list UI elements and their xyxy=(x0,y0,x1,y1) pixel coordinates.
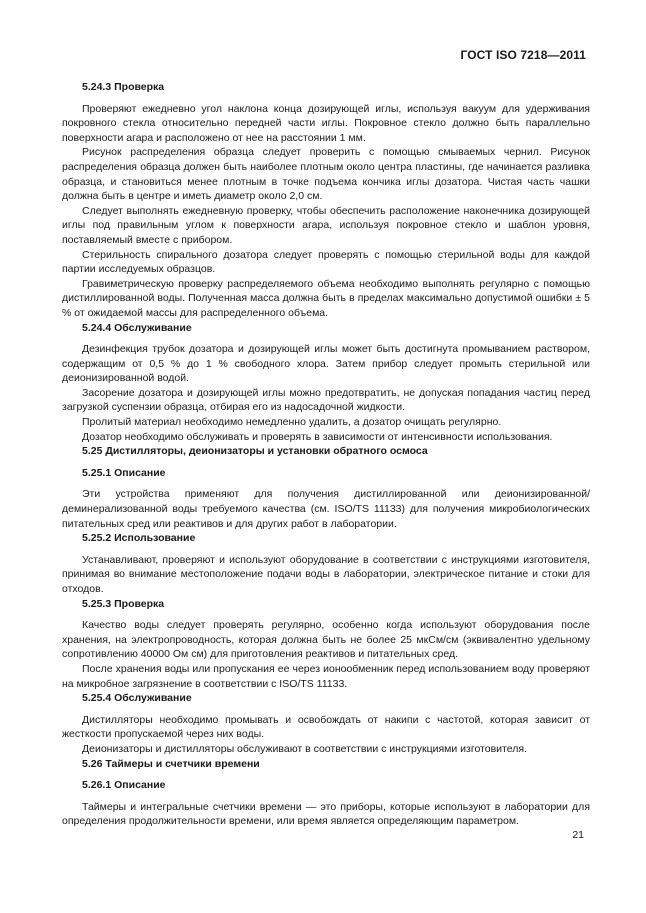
paragraph: После хранения воды или пропускания ее через ионообменник перед использованием воду проверяют на микробное загрязнение в соответствии с ISO/TS 11133. xyxy=(62,662,590,690)
paragraph: Дезинфекция трубок дозатора и дозирующей иглы может быть достигнута промыванием раствором, содержащим от 0,5 % до 1 % свободного хлора. Затем прибор следует промыть стерильной или деионизированной водой. xyxy=(62,343,590,385)
section xyxy=(62,778,590,829)
paragraph: Дистилляторы необходимо промывать и освобождать от накипи с частотой, которая зависит от жесткости пропускаемой через них воды. xyxy=(62,713,590,741)
paragraph: Таймеры и интегральные счетчики времени — это приборы, которые используют в лаборатории для определения продолжительности времени, или время является определяющим параметром. xyxy=(62,800,590,828)
section xyxy=(62,531,590,596)
section-heading: 5.25.3 Проверка xyxy=(82,597,165,610)
paragraph: Пролитый материал необходимо немедленно удалить, а дозатор очищать регулярно. xyxy=(82,416,502,429)
paragraph: Рисунок распределения образца следует проверить с помощью смываемых чернил. Рисунок распределения образца должен быть наиболее плотным около центра пластины, где начинается разливка образца, и становиться менее плотным в точке подъема кончика иглы дозатора. Чистая часть чашки должна быть в центре и иметь диаметр около 2,0 см. xyxy=(62,146,590,203)
page-number: 21 xyxy=(572,829,584,841)
paragraph: Дозатор необходимо обслуживать и проверять в зависимости от интенсивности использования. xyxy=(82,430,553,443)
paragraph: Засорение дозатора и дозирующей иглы можно предотвратить, не допуская попадания частиц перед загрузкой суспензии образца, отбирая его из надосадочной жидкости. xyxy=(62,386,590,414)
paragraph: Устанавливают, проверяют и используют оборудование в соответствии с инструкциями изготовителя, принимая во внимание местоположение подачи воды в лаборатории, электрическое питание и стоки для отходов. xyxy=(62,553,590,595)
section-heading: 5.24.4 Обслуживание xyxy=(82,321,192,334)
section xyxy=(62,466,590,531)
section xyxy=(62,597,590,692)
paragraph: Деионизаторы и дистилляторы обслуживают в соответствии с инструкциями изготовителя. xyxy=(82,742,527,755)
section xyxy=(62,757,590,772)
standard-header: ГОСТ ISO 7218—2011 xyxy=(460,48,586,62)
section xyxy=(62,80,590,321)
section xyxy=(62,444,590,459)
section-heading: 5.25.1 Описание xyxy=(82,466,166,479)
section-heading: 5.26 Таймеры и счетчики времени xyxy=(82,757,260,770)
paragraph: Следует выполнять ежедневную проверку, чтобы обеспечить расположение наконечника дозирующей иглы под правильным углом к поверхности агара, используя покровное стекло и шаблон уровня, поставляемый вместе с прибором. xyxy=(62,204,590,246)
section-heading: 5.24.3 Проверка xyxy=(82,81,165,93)
section-heading: 5.25 Дистилляторы, деионизаторы и установки обратного осмоса xyxy=(82,445,428,458)
paragraph: Качество воды следует проверять регулярно, особенно когда используют оборудования после хранения, на электропроводность, которая должна быть не более 25 мкСм/см (эквивалентно удельному сопротивлению 40000 Ом см) для приготовления реактивов и питательных сред. xyxy=(62,619,590,661)
section xyxy=(62,691,590,756)
section xyxy=(62,321,590,445)
paragraph: Стерильность спирального дозатора следует проверять с помощью стерильной воды для каждой партии исследуемых образцов. xyxy=(62,248,590,276)
paragraph: Гравиметрическую проверку распределяемого объема необходимо выполнять регулярно с помощью дистиллированной воды. Полученная масса должна быть в пределах максимально допустимой ошибки ± 5 % от ожидаемой массы для распределенного объема. xyxy=(62,277,590,319)
section-heading: 5.25.2 Использование xyxy=(82,532,196,545)
section-heading: 5.25.4 Обслуживание xyxy=(82,692,192,705)
paragraph: Эти устройства применяют для получения дистиллированной или деионизированной/деминерализованной воды требуемого качества (см. ISO/TS 11133) для получения микробиологических питательных сред или реактивов и для других работ в лаборатории. xyxy=(62,488,590,530)
paragraph: Проверяют ежедневно угол наклона конца дозирующей иглы, используя вакуум для удерживания покровного стекла относительно передней части иглы. Покровное стекло должно быть параллельно поверхности агара и расположено от нее на расстоянии 1 мм. xyxy=(62,102,590,144)
document-body xyxy=(62,80,590,829)
section-heading: 5.26.1 Описание xyxy=(82,779,166,792)
